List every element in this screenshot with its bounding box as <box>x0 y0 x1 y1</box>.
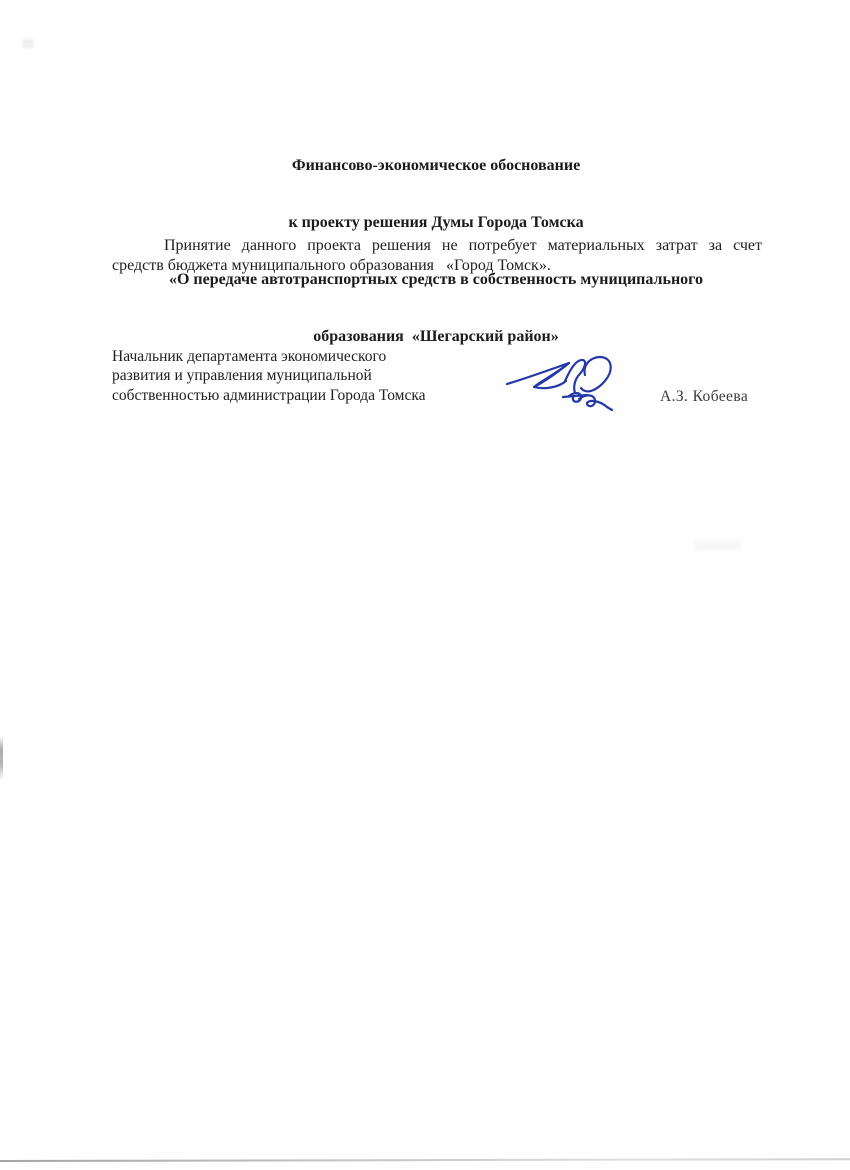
signee-position-line-1: Начальник департамента экономического <box>112 348 387 365</box>
title-line-1: Финансово-экономическое обоснование <box>291 157 581 174</box>
scan-artifact-smudge <box>695 540 741 550</box>
body-paragraph-line-1: Принятие данного проекта решения не потребует материальных затрат за счет <box>164 237 762 254</box>
scan-artifact-top-left <box>22 39 34 48</box>
scan-artifact-bottom-edge <box>0 1158 850 1162</box>
signee-position-block <box>112 347 472 405</box>
signee-position-line-2: развития и управления муниципальной <box>112 367 372 385</box>
title-line-2: к проекту решения Думы Города Томска <box>288 214 584 231</box>
signee-position-line-3: собственностью администрации Города Томска <box>112 386 426 404</box>
title-line-4: образования «Шегарский район» <box>313 328 559 345</box>
title-line-3: «О передаче автотранспортных средств в собственность муниципального <box>168 271 704 288</box>
body-paragraph <box>112 236 762 275</box>
scan-artifact-left-edge <box>0 736 3 780</box>
handwritten-signature-ink <box>503 350 659 414</box>
body-paragraph-line-2: средств бюджета муниципального образования «Город Томск». <box>112 256 551 274</box>
signee-name: А.З. Кобеева <box>660 388 749 405</box>
